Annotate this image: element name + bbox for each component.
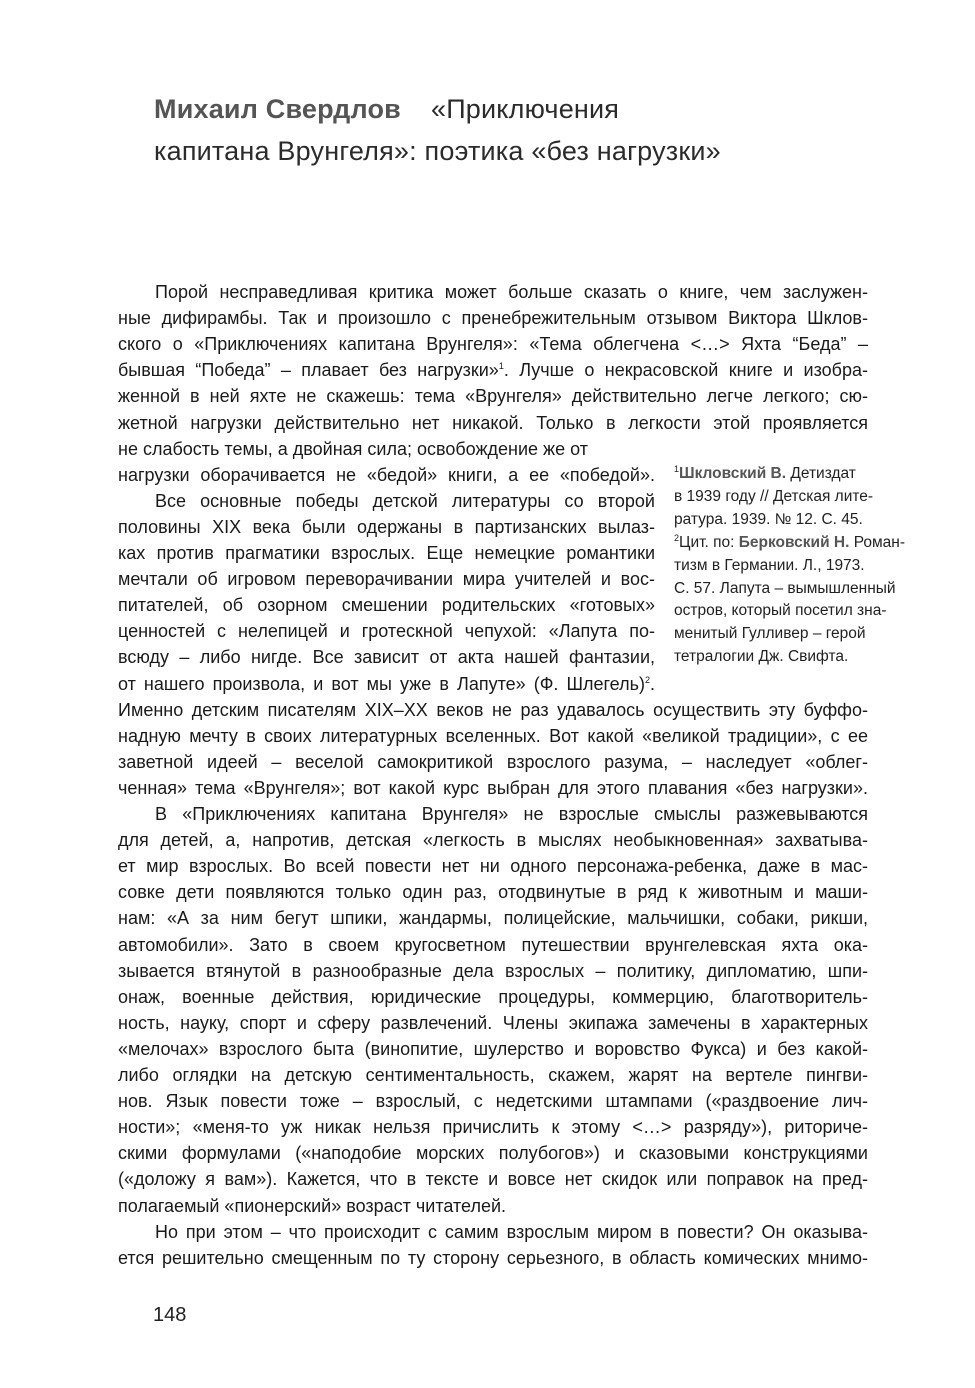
body-line [118, 958, 868, 984]
body-line-text: жетной нагрузки действительно нет никакой. Только в легкости этой проявляется [118, 412, 868, 433]
body-line-text: скими формулами («наподобие морских полубогов») и сказовыми конструкциями [118, 1143, 868, 1164]
body-line [118, 618, 655, 644]
footnote-line [674, 599, 936, 622]
body-line-text: Все основные победы детской литературы со второй [155, 490, 655, 511]
body-line-text: ченная» тема «Врунгеля»; вот какой курс выбран для этого плавания «без нагрузки». [118, 777, 868, 798]
body-line [118, 749, 868, 775]
body-line-text: либо оглядки на детскую сентиментальность, скажем, жарят на вертеле пингви- [118, 1065, 868, 1085]
body-line-text: нов. Язык повести тоже – взрослый, с недетскими штампами («раздвоение лич- [118, 1091, 868, 1112]
body-line [118, 1219, 868, 1245]
body-line [118, 305, 868, 331]
footnote-text: в 1939 году // Детская лите- [674, 487, 874, 505]
body-line [118, 1193, 868, 1219]
footnote-line [674, 645, 936, 668]
body-line-text: ценностей с нелепицей и гротескной чепухой: «Лапута по- [118, 621, 655, 642]
footnote-ref: 2 [644, 674, 650, 685]
body-line-text: В «Приключениях капитана Врунгеля» не взрослые смыслы разжевываются [155, 804, 868, 824]
body-line-text: не слабость темы, а двойная сила; освобождение же от [118, 438, 588, 459]
footnote-text: Роман- [849, 533, 905, 551]
footnote-line [674, 485, 936, 508]
body-line [118, 984, 868, 1010]
body-line [118, 1114, 868, 1140]
body-line [118, 1036, 868, 1062]
body-line [118, 775, 868, 801]
body-line-text: ского о «Приключениях капитана Врунгеля»: «Тема облегчена <…> Яхта “Беда” – [118, 334, 868, 355]
body-line [118, 514, 655, 540]
body-line [118, 905, 868, 931]
body-line-text: заветной идеей – веселой самокритикой взрослого разума, – наследует «облег- [118, 751, 868, 772]
body-line-text: Именно детским писателям XIX–XX веков не раз удавалось осуществить эту буффо- [118, 699, 868, 720]
footnote-author: Берковский Н. [738, 533, 850, 551]
body-line [118, 801, 868, 827]
article-title-part-2: капитана Врунгеля»: поэтика «без нагрузки» [154, 136, 721, 166]
footnote-number: 2 [674, 532, 680, 543]
article-title-part-1: «Приключения [430, 94, 620, 124]
body-line-text: совке дети появляются только один раз, отодвинутые в ряд к животным и маши- [118, 882, 868, 903]
body-line-tail: . Лучше о некрасовской книге и изобра- [503, 360, 868, 381]
body-line [118, 331, 868, 357]
body-line-text: мечтали об игровом переворачивании мира учителей и вос- [118, 569, 655, 590]
footnote-line [674, 622, 936, 645]
body-line [118, 1062, 868, 1088]
footnote-number: 1 [674, 463, 680, 474]
body-line [118, 827, 868, 853]
body-line [118, 462, 655, 488]
body-line-text: полагаемый «пионерский» возраст читателей. [118, 1195, 507, 1216]
body-line-text: зывается втянутой в разнообразные дела взрослых – политику, дипломатию, шпи- [118, 960, 868, 981]
body-line [118, 566, 655, 592]
body-line [118, 488, 655, 514]
footnote-line [674, 554, 936, 577]
body-line [118, 644, 655, 670]
article-author: Михаил Свердлов [154, 94, 401, 124]
footnote-author: Шкловский В. [679, 465, 787, 482]
body-line-text: для детей, а, напротив, детская «легкость в мыслях необыкновенная» захватыва- [118, 830, 868, 851]
body-line [118, 1088, 868, 1114]
body-line-text: Порой несправедливая критика может больше сказать о книге, чем заслужен- [155, 282, 868, 302]
body-line [118, 279, 868, 305]
footnote-text: остров, который посетил зна- [674, 602, 887, 620]
body-line [118, 1245, 868, 1271]
body-line-text: питателей, об озорном смешении родительских «готовых» [118, 595, 655, 616]
body-line-text: Но при этом – что происходит с самим взрослым миром в повести? Он оказыва- [155, 1221, 868, 1242]
body-line-text: ках против прагматики взрослых. Еще немецкие романтики [118, 543, 655, 563]
body-line-text: нам: «А за ним бегут шпики, жандармы, полицейские, мальчишки, собаки, рикши, [118, 908, 868, 929]
body-line [118, 410, 868, 436]
body-line [118, 853, 868, 879]
footnote-line [674, 531, 936, 554]
body-line-text: ет мир взрослых. Во всей повести нет ни одного персонажа-ребенка, даже в мас- [118, 856, 868, 877]
footnote-text: ратура. 1939. № 12. С. 45. [674, 510, 863, 528]
body-line [118, 932, 868, 958]
body-line-text: автомобили». Зато в своем кругосветном путешествии врунгелевская яхта ока- [118, 934, 868, 955]
footnote-line [674, 577, 936, 600]
body-line [118, 357, 868, 383]
page-number: 148 [153, 1304, 187, 1326]
body-line-text: («доложу я вам»). Кажется, что в тексте и вовсе нет скидок или поправок на пред- [118, 1169, 868, 1190]
body-line-text: женной в ней яхте не скажешь: тема «Врунгеля» действительно легче легкого; сю- [118, 386, 868, 407]
footnote-prefix: Цит. по: [679, 533, 739, 551]
footnote-line [674, 508, 936, 531]
body-line [118, 436, 655, 462]
body-line [118, 879, 868, 905]
body-line [118, 592, 655, 618]
body-line-text: ется решительно смещенным по ту сторону серьезного, в область комических мнимо- [118, 1247, 868, 1268]
body-line-text: ность, науку, спорт и сферу развлечений. Члены экипажа замечены в характерных [118, 1012, 868, 1033]
body-line-tail: . [649, 673, 655, 694]
footnote-ref: 1 [498, 361, 504, 372]
body-line [118, 1140, 868, 1166]
footnote-text: тизм в Германии. Л., 1973. [674, 556, 865, 574]
body-line-text: ности»; «меня-то уж никак нельзя причислить к этому <…> разряду»), риториче- [118, 1117, 868, 1138]
footnote-text: Детиздат [786, 465, 856, 482]
body-line-text: бывшая “Победа” – плавает без нагрузки» [118, 360, 499, 381]
body-line-text: нагрузки оборачивается не «бедой» книги, а ее «победой». [118, 464, 655, 485]
body-line-text: всюду – либо нигде. Все зависит от акта нашей фантазии, [118, 647, 655, 668]
footnote-line [674, 462, 936, 485]
body-line-text: ные дифирамбы. Так и произошло с пренебрежительным отзывом Виктора Шклов- [118, 308, 868, 329]
body-line-text: «мелочах» взрослого быта (винопитие, шулерство и воровство Фукса) и без какой- [118, 1038, 868, 1059]
body-line [118, 1166, 868, 1192]
body-line-text: надную мечту в своих литературных вселенных. Вот какой «великой традиции», с ее [118, 725, 868, 746]
body-line [118, 671, 655, 697]
heading-line-1 [154, 88, 834, 130]
body-line-text: онаж, военные действия, юридические процедуры, коммерцию, благотворитель- [118, 986, 868, 1007]
footnote-text: менитый Гулливер – герой [674, 625, 866, 643]
body-line [118, 1010, 868, 1036]
footnote-text: тетралогии Дж. Свифта. [674, 648, 849, 666]
body-line [118, 723, 868, 749]
body-line [118, 383, 868, 409]
article-heading [154, 88, 834, 172]
body-line [118, 697, 868, 723]
body-line [118, 540, 655, 566]
footnote-text: С. 57. Лапута – вымышленный [674, 579, 896, 597]
body-line-text: от нашего произвола, и вот мы уже в Лапуте» (Ф. Шлегель) [118, 673, 645, 694]
body-line-text: половины XIX века были одержаны в партизанских вылаз- [118, 516, 655, 537]
